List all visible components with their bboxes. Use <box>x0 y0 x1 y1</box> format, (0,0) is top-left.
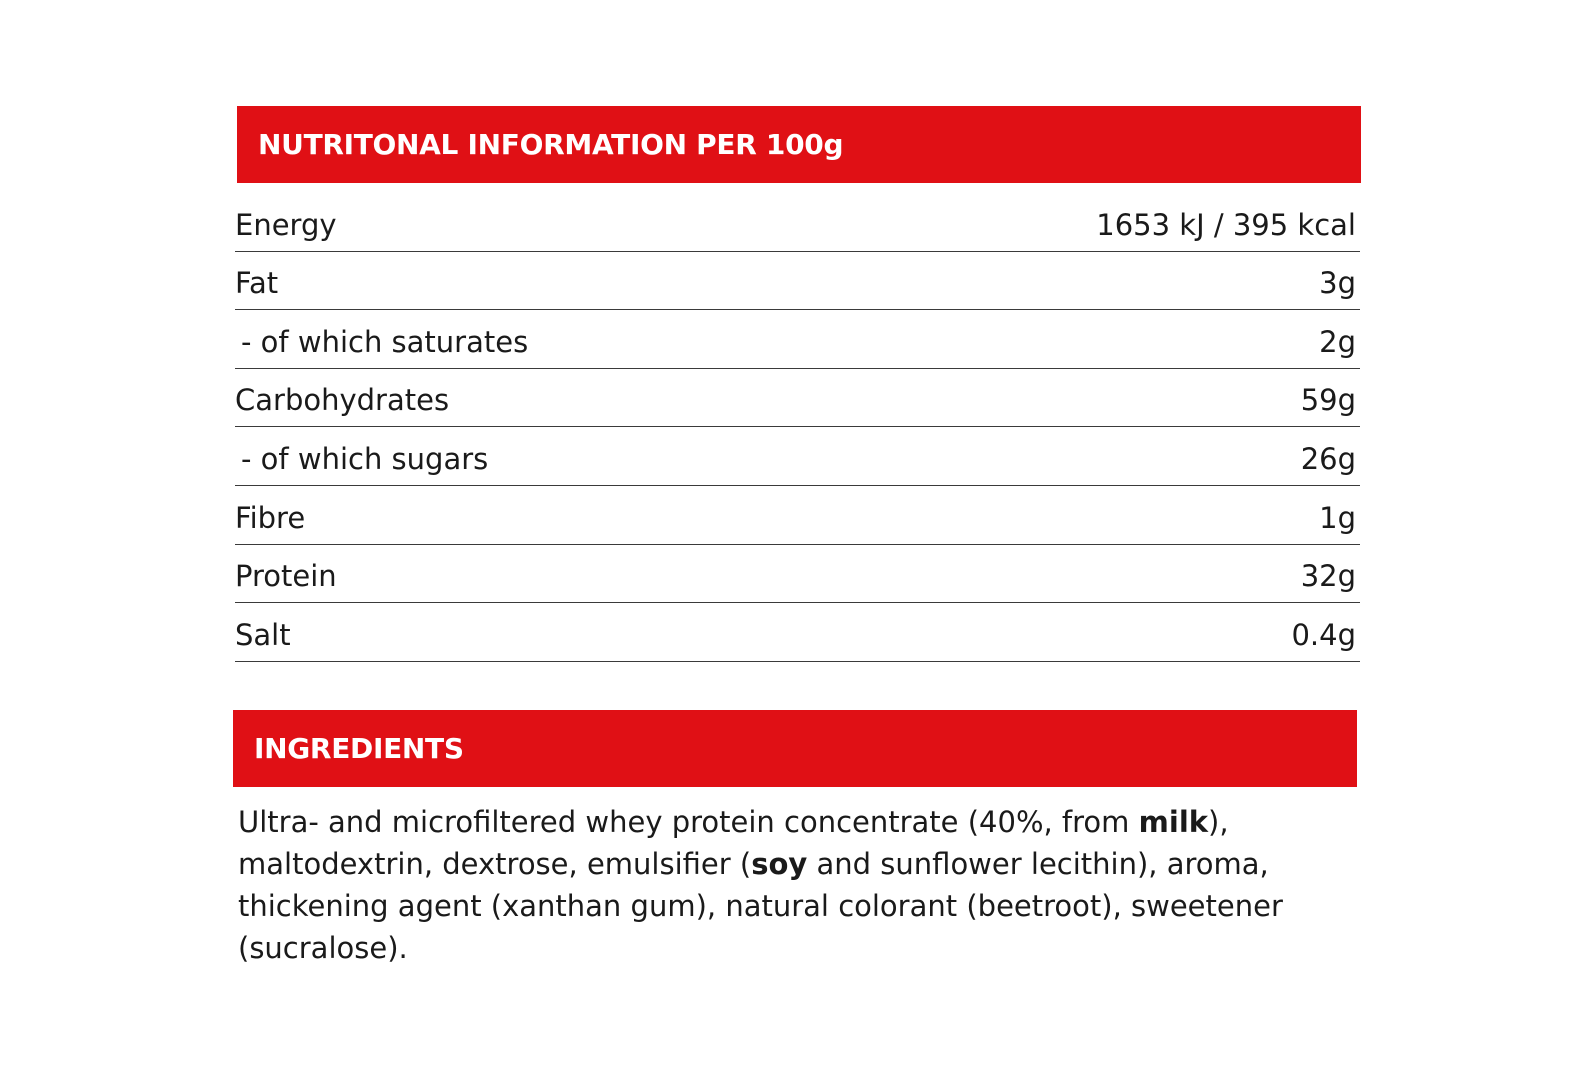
nutrition-title: NUTRITONAL INFORMATION PER 100g <box>258 128 844 161</box>
ingredients-segment: ), maltodextrin, dextrose, emulsifier ( <box>238 805 1229 881</box>
nutrient-value: 0.4g <box>1291 617 1356 652</box>
ingredients-segment: Ultra- and microfiltered whey protein concentrate (40%, from <box>238 805 1139 839</box>
nutrient-value: 26g <box>1300 441 1356 476</box>
nutrient-name: Carbohydrates <box>235 383 450 418</box>
nutrient-value: 1g <box>1319 500 1356 535</box>
nutrient-name: Fat <box>235 266 279 301</box>
nutrition-row-protein <box>235 545 1360 604</box>
nutrition-table <box>235 193 1360 662</box>
nutrient-name: Salt <box>235 617 291 652</box>
nutrient-value: 1653 kJ / 395 kcal <box>1096 207 1356 242</box>
allergen-milk: milk <box>1138 805 1209 839</box>
allergen-soy: soy <box>751 847 808 881</box>
nutrition-row-sugars <box>235 427 1360 486</box>
nutrient-value: 2g <box>1319 324 1356 359</box>
ingredients-title: INGREDIENTS <box>254 732 464 765</box>
nutrient-name: Protein <box>235 559 337 594</box>
nutrient-name: Fibre <box>235 500 306 535</box>
nutrition-row-salt <box>235 603 1360 662</box>
ingredients-header <box>233 710 1357 787</box>
ingredients-text <box>238 801 1338 969</box>
nutrient-value: 59g <box>1300 383 1356 418</box>
nutrition-row-saturates <box>235 310 1360 369</box>
nutrition-row-fat <box>235 252 1360 311</box>
nutrition-row-carbohydrates <box>235 369 1360 428</box>
nutrition-row-energy <box>235 193 1360 252</box>
ingredients-segment: and sunflower lecithin), aroma, thickening agent (xanthan gum), natural colorant (beetroot), sweetener (sucralose). <box>238 847 1283 965</box>
nutrient-name: Energy <box>235 207 337 242</box>
nutrient-name: - of which sugars <box>241 441 489 476</box>
nutrition-row-fibre <box>235 486 1360 545</box>
nutrient-name: - of which saturates <box>241 324 529 359</box>
nutrition-header <box>237 106 1361 183</box>
nutrient-value: 32g <box>1300 559 1356 594</box>
nutrient-value: 3g <box>1319 266 1356 301</box>
